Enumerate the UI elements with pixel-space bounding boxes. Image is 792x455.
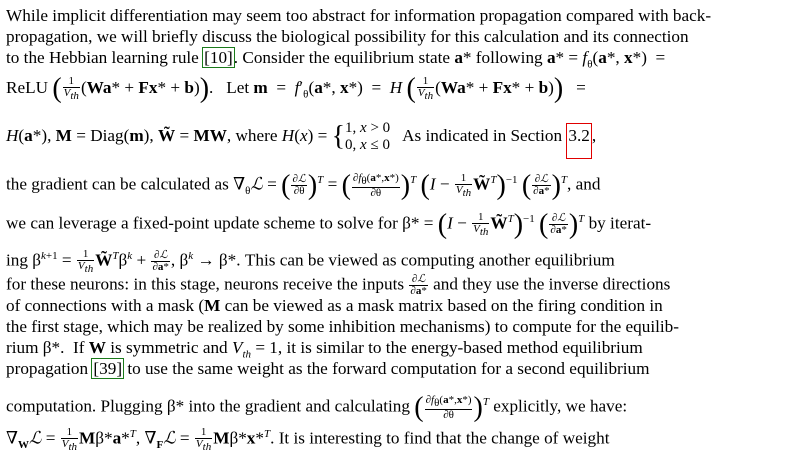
citation-10[interactable]: [10] (204, 48, 233, 67)
text-line-9: for these neurons: in this stage, neurons receive the inputs $\frac{\text{∂ℒ}}{\partial a*}$ and they use the inverse directions (6, 273, 671, 297)
text-line-15: $\nabla_Wℒ$ = $\frac{1}{V_{th}}$ Mβ*a*$^T$, $\nabla_Fℒ$ = $\frac{1}{V_{th}}$ Mβ*x*$^T$. It is interesting to find that the change of weight (6, 425, 610, 453)
text-line-7: we can leverage a fixed-point update scheme to solve for β* = (I − $\frac{1}{V_{th}}$ W̃$^T$)$^{-1}$ ( $\frac{\text{∂ℒ}}{\partial a*}$ )$^T$ by iterat- (6, 208, 652, 240)
text-line-3: to the Hebbian learning rule [10]. Consider the equilibrium state a* following $a* = f_\theta(a*$, x*) = (6, 48, 666, 71)
section-ref-3-2[interactable]: 3.2 (566, 123, 591, 159)
text-line-4: ReLU ( $\frac{1}{V_{th}}$ (Wa* + Fx* + b)). Let $m = f'_\theta(a*$, x*) = H ( $\frac{1}{V_{th}}$ (Wa* + Fx* + b)) = (6, 73, 586, 105)
text-line-1: While implicit differentiation may seem too abstract for information propagation compared with back- (6, 6, 712, 25)
text-line-6: the gradient can be calculated as $\nabla_\theta ℒ$ = ( $\frac{\text{∂ℒ}}{\partial\theta}$ )$^T$ = ( $\frac{\partial f_\theta(a*,x*)}{\partial\theta}$ )$^T$ (I − $\frac{1}{V_{th}}$ W̃$^T$)$^{-1}$ ( $\frac{\text{∂ℒ}}{\partial a*}$ )$^T$, and (6, 169, 601, 201)
text-line-2: propagation, we will briefly discuss the biological possibility for this calculation and its connection (6, 27, 689, 46)
text-line-13: propagation [39] to use the same weight as the forward computation for a second equilibrium (6, 359, 650, 378)
text-line-5: H(a*), M = Diag(m), W̃ = MW, where H(x) = {1, x > 0 0, x ≤ 0 As indicated in Section 3.2 , (6, 120, 596, 159)
text-line-14: computation. Plugging β* into the gradient and calculating ( $\frac{\partial f_\theta(a*,x*)}{\partial\theta}$ )$^T$ explicitly, we have: (6, 391, 628, 423)
text-line-11: the first stage, which may be realized by some inhibition mechanisms) to compute for the equilib- (6, 317, 679, 336)
text-line-10: of connections with a mask (M can be viewed as a mask matrix based on the firing condition in (6, 296, 663, 315)
citation-39[interactable]: [39] (93, 359, 123, 378)
text-line-12: rium β*. If W is symmetric and $V_{th} = 1$, it is similar to the energy-based method equilibrium (6, 338, 643, 361)
text-line-8: ing $\beta^{k+1}$ = $\frac{1}{V_{th}}$ $W̃^T\beta^k$ + $\frac{\text{∂ℒ}}{\partial a*}$ , $\beta^k \to \beta*$. This can be viewed as computing another equilibrium (6, 247, 615, 275)
